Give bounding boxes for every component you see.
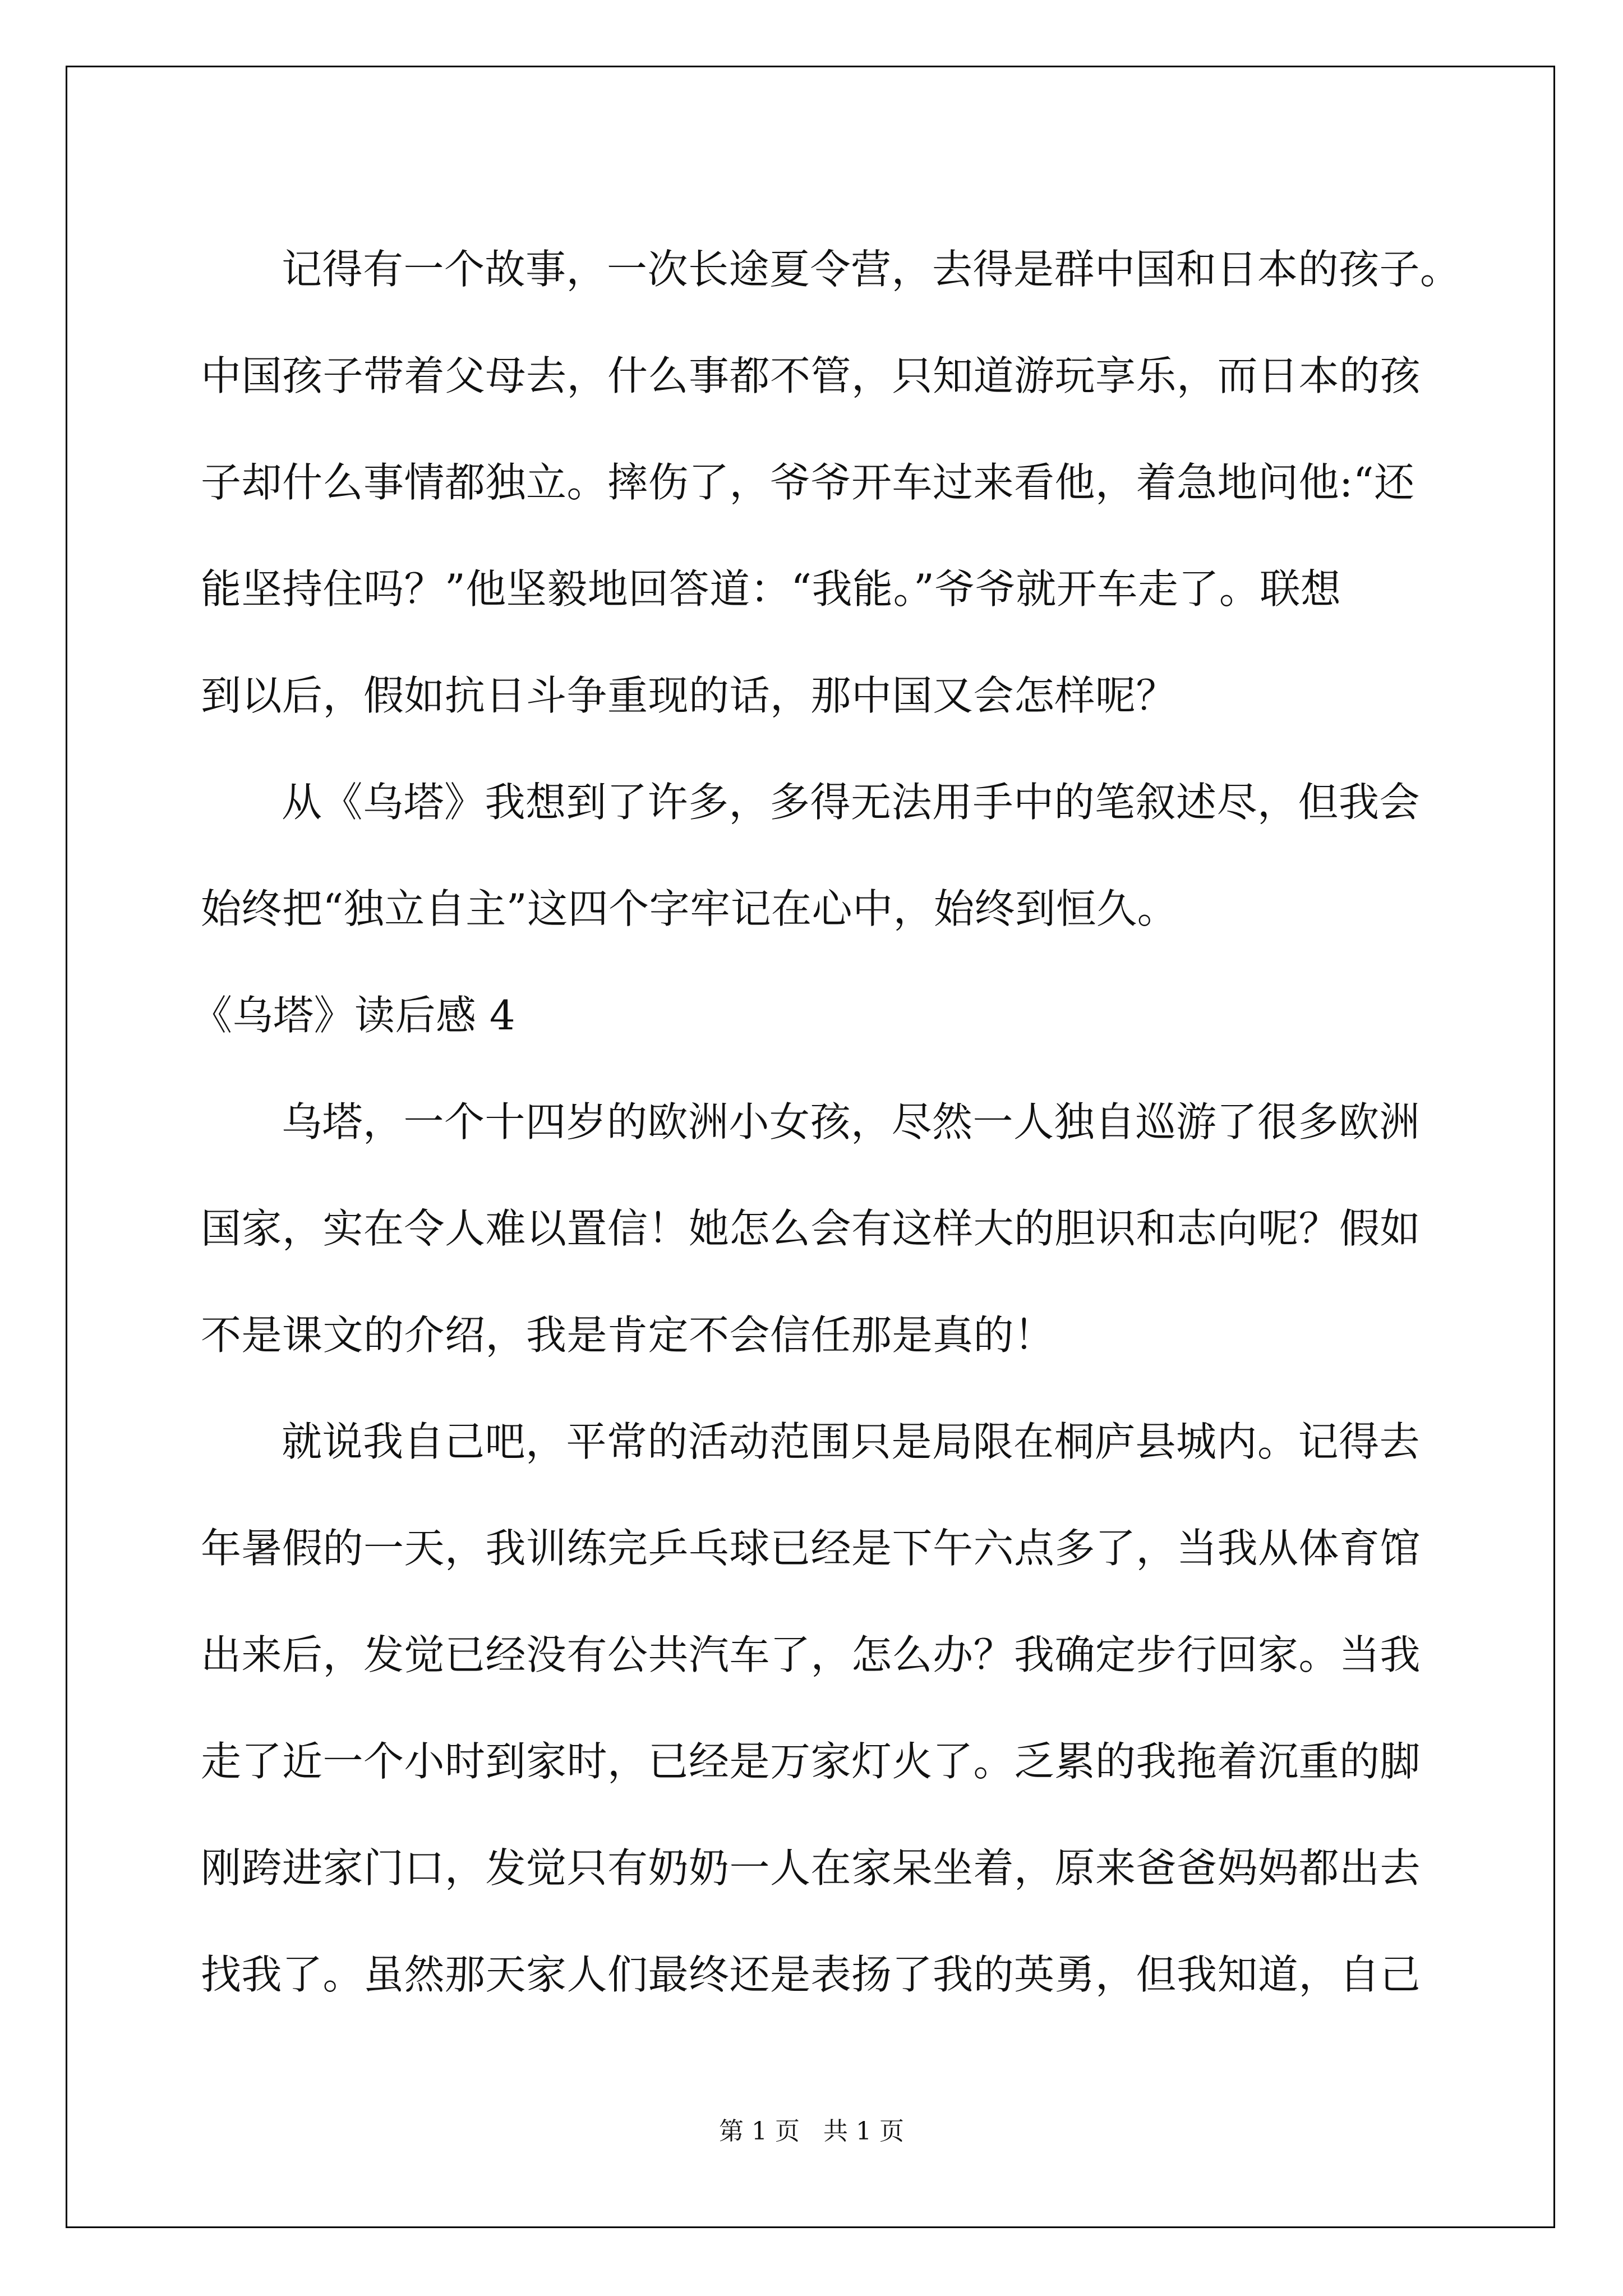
body-line-12: 就说我自己吧，平常的活动范围只是局限在桐庐县城内。记得去: [282, 1418, 1421, 1465]
body-line-1: 记得有一个故事，一次长途夏令营，去得是群中国和日本的孩子。: [282, 246, 1461, 293]
body-line-17: 找我了。虽然那天家人们最终还是表扬了我的英勇，但我知道，自己: [201, 1951, 1421, 1998]
page-total: 共 1 页: [823, 2117, 904, 2146]
page-number: 第 1 页: [719, 2117, 800, 2146]
body-line-2: 中国孩子带着父母去，什么事都不管，只知道游玩享乐，而日本的孩: [201, 352, 1421, 399]
footer-spacer: [800, 2117, 823, 2146]
section-title: 《乌塔》读后感 4: [192, 992, 516, 1039]
body-line-3: 子却什么事情都独立。摔伤了，爷爷开车过来看他，着急地问他:“还: [201, 459, 1415, 506]
body-line-6: 从《乌塔》我想到了许多，多得无法用手中的笔叙述尽，但我会: [282, 779, 1421, 826]
body-line-11: 不是课文的介绍，我是肯定不会信任那是真的！: [201, 1312, 1055, 1359]
body-line-14: 出来后，发觉已经没有公共汽车了，怎么办？我确定步行回家。当我: [201, 1631, 1421, 1678]
body-line-16: 刚跨进家门口，发觉只有奶奶一人在家呆坐着，原来爸爸妈妈都出去: [201, 1844, 1421, 1892]
body-line-13: 年暑假的一天，我训练完乒乓球已经是下午六点多了，当我从体育馆: [201, 1525, 1421, 1572]
body-line-9: 乌塔，一个十四岁的欧洲小女孩，尽然一人独自巡游了很多欧洲: [282, 1098, 1421, 1145]
document-body: [192, 216, 1461, 2028]
body-line-15: 走了近一个小时到家时，已经是万家灯火了。乏累的我拖着沉重的脚: [201, 1738, 1421, 1785]
body-line-7: 始终把“独立自主”这四个字牢记在心中，始终到恒久。: [201, 885, 1178, 932]
page-footer: [0, 2115, 1623, 2148]
body-line-5: 到以后，假如抗日斗争重现的话，那中国又会怎样呢？: [201, 672, 1177, 719]
body-line-4: 能坚持住吗？”他坚毅地回答道：“我能。”爷爷就开车走了。联想: [201, 565, 1341, 613]
body-line-10: 国家，实在令人难以置信！她怎么会有这样大的胆识和志向呢？假如: [201, 1205, 1421, 1252]
